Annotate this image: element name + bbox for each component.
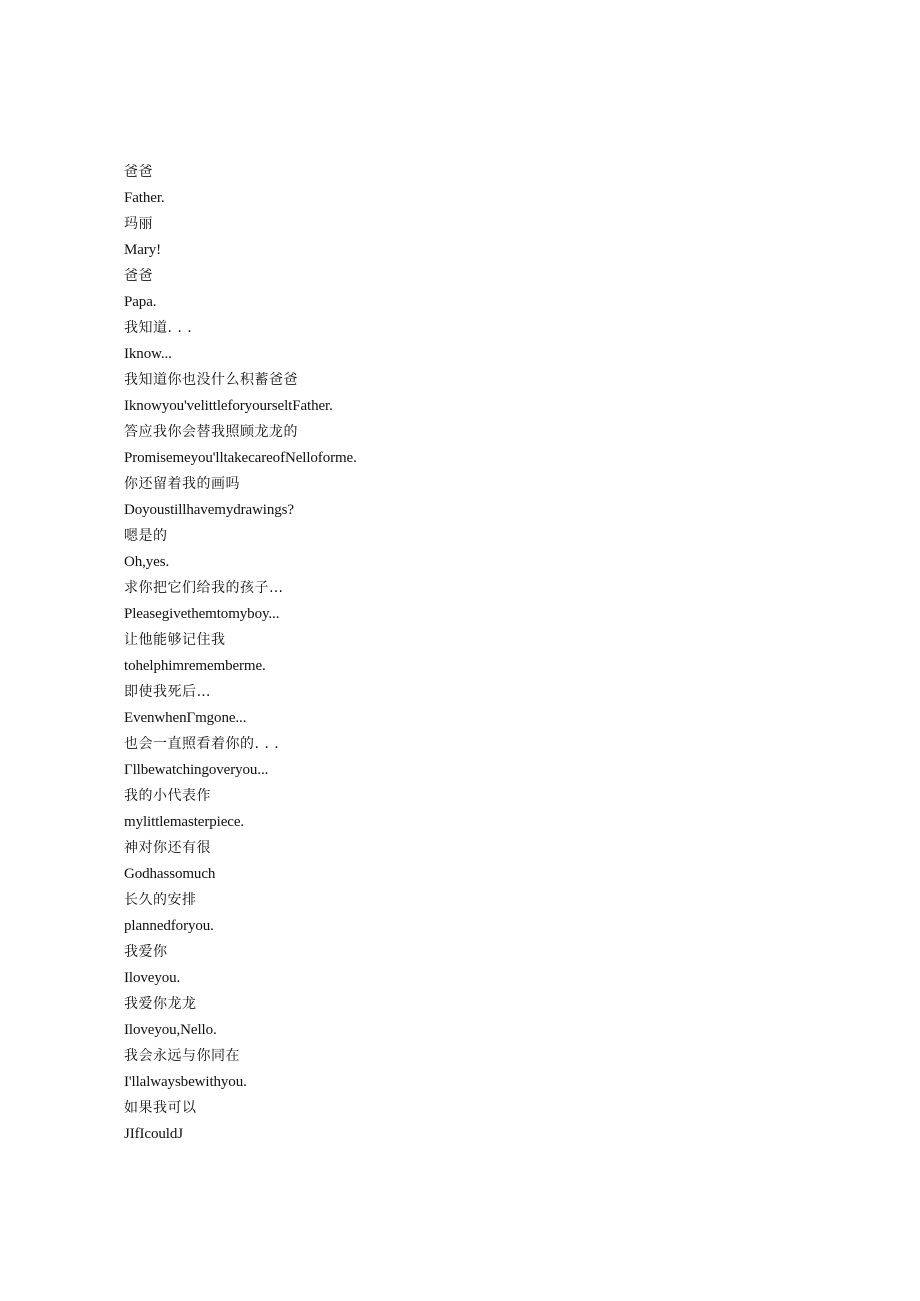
chinese-subtitle-line: 我会永远与你同在	[124, 1048, 240, 1064]
english-subtitle-line: Iknow...	[124, 346, 172, 362]
english-subtitle-line: Father.	[124, 190, 165, 206]
chinese-subtitle-line: 我知道你也没什么积蓄爸爸	[124, 372, 298, 388]
chinese-subtitle-line: 也会一直照看着你的. . .	[124, 736, 280, 752]
english-subtitle-line: Promisemeyou'lltakecareofNelloforme.	[124, 450, 357, 466]
english-subtitle-line: Γllbewatchingoveryou...	[124, 762, 269, 778]
chinese-subtitle-line: 长久的安排	[124, 892, 197, 908]
english-subtitle-line: JIfIcouldJ	[124, 1126, 183, 1142]
english-subtitle-line: plannedforyou.	[124, 918, 214, 934]
english-subtitle-line: Iknowyou'velittleforyourseltFather.	[124, 398, 333, 414]
chinese-subtitle-line: 爸爸	[124, 164, 153, 180]
chinese-subtitle-line: 让他能够记住我	[124, 632, 226, 648]
chinese-subtitle-line: 我知道. . .	[124, 320, 193, 336]
english-subtitle-line: Godhassomuch	[124, 866, 216, 882]
chinese-subtitle-line: 我爱你	[124, 944, 168, 960]
chinese-subtitle-line: 答应我你会替我照顾龙龙的	[124, 424, 298, 440]
english-subtitle-line: Oh,yes.	[124, 554, 170, 570]
chinese-subtitle-line: 玛丽	[124, 216, 153, 232]
chinese-subtitle-line: 嗯是的	[124, 528, 168, 544]
chinese-subtitle-line: 我爱你龙龙	[124, 996, 197, 1012]
english-subtitle-line: Iloveyou,Nello.	[124, 1022, 217, 1038]
english-subtitle-line: mylittlemasterpiece.	[124, 814, 245, 830]
chinese-subtitle-line: 求你把它们给我的孩子…	[124, 580, 284, 596]
english-subtitle-line: Mary!	[124, 242, 161, 258]
english-subtitle-line: tohelphimrememberme.	[124, 658, 266, 674]
english-subtitle-line: Doyoustillhavemydrawings?	[124, 502, 294, 518]
english-subtitle-line: Iloveyou.	[124, 970, 181, 986]
chinese-subtitle-line: 如果我可以	[124, 1100, 197, 1116]
subtitle-line-list	[124, 159, 357, 1147]
chinese-subtitle-line: 你还留着我的画吗	[124, 476, 240, 492]
english-subtitle-line: Pleasegivethemtomyboy...	[124, 606, 280, 622]
english-subtitle-line: EvenwhenΓmgone...	[124, 710, 247, 726]
chinese-subtitle-line: 爸爸	[124, 268, 153, 284]
chinese-subtitle-line: 即使我死后…	[124, 684, 211, 700]
english-subtitle-line: I'llalwaysbewithyou.	[124, 1074, 247, 1090]
chinese-subtitle-line: 我的小代表作	[124, 788, 211, 804]
english-subtitle-line: Papa.	[124, 294, 157, 310]
chinese-subtitle-line: 神对你还有很	[124, 840, 211, 856]
